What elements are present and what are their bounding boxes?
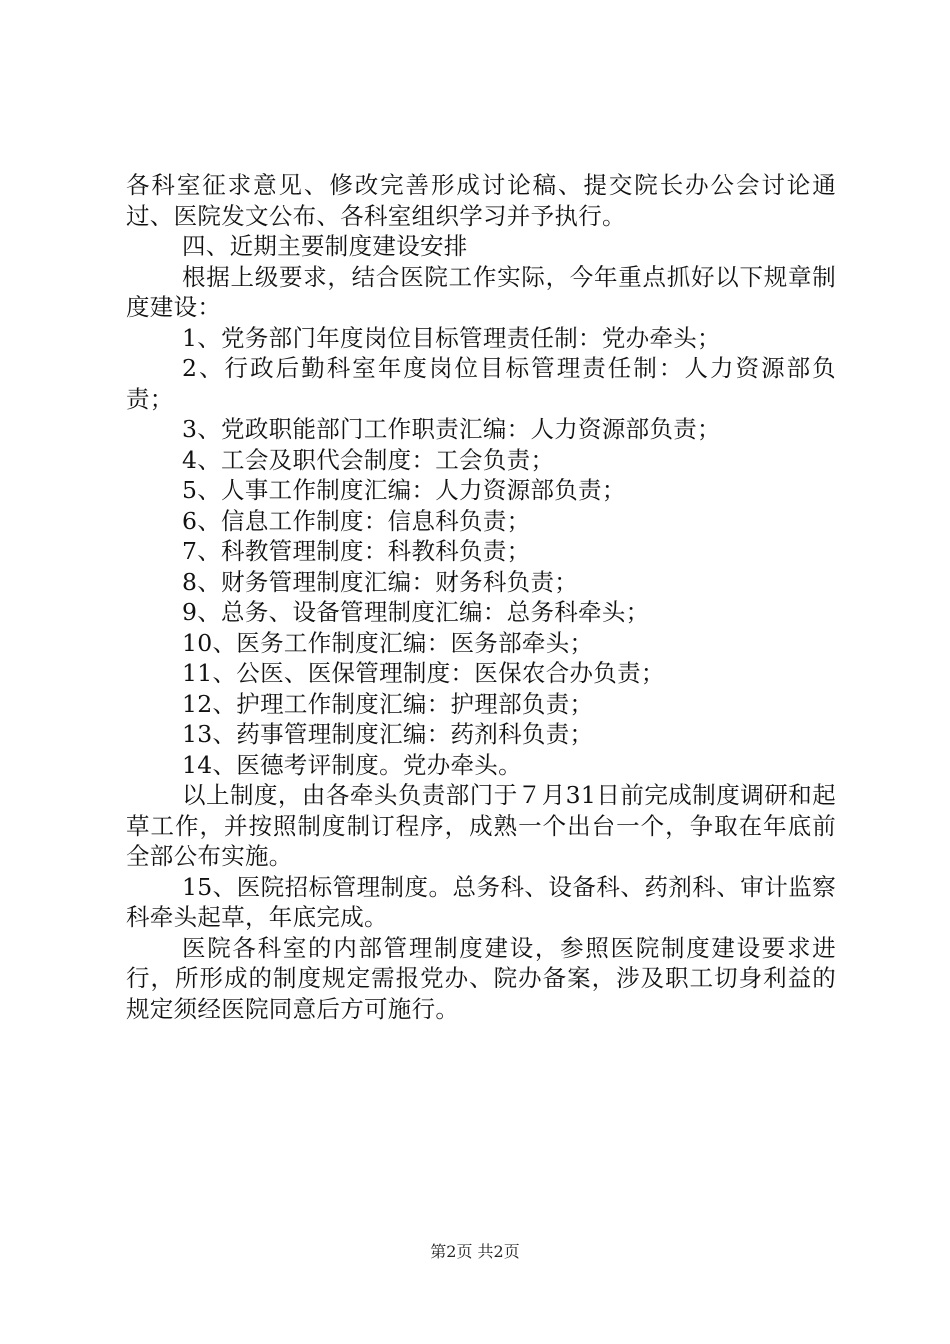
list-item: 7、科教管理制度：科教科负责； bbox=[182, 537, 531, 565]
list-item: 6、信息工作制度：信息科负责； bbox=[182, 506, 531, 535]
list-item: 12、护理工作制度汇编：护理部负责； bbox=[182, 689, 594, 718]
page-footer bbox=[0, 1242, 950, 1262]
list-item: 2、行政后勤科室年度岗位目标管理责任制：人力资源部负责； bbox=[126, 354, 836, 413]
list-item: 5、人事工作制度汇编：人力资源部负责； bbox=[182, 476, 626, 504]
page-number: 第2页 共2页 bbox=[430, 1242, 520, 1261]
list-item: 1、党务部门年度岗位目标管理责任制：党办牵头； bbox=[182, 323, 721, 352]
lead-paragraph: 根据上级要求，结合医院工作实际，今年重点抓好以下规章制度建设： bbox=[126, 262, 836, 321]
list-item: 13、药事管理制度汇编：药剂科负责； bbox=[182, 720, 594, 748]
list-item: 9、总务、设备管理制度汇编：总务科牵头； bbox=[182, 598, 650, 626]
document-body bbox=[126, 170, 836, 1024]
intro-paragraph: 各科室征求意见、修改完善形成讨论稿、提交院长办公会讨论通过、医院发文公布、各科室组织学习并予执行。 bbox=[126, 171, 836, 230]
list-item: 14、医德考评制度。党办牵头。 bbox=[182, 750, 522, 779]
list-item: 3、党政职能部门工作职责汇编：人力资源部负责； bbox=[182, 415, 721, 443]
list-item: 11、公医、医保管理制度：医保农合办负责； bbox=[182, 659, 665, 687]
system-list bbox=[126, 323, 836, 781]
item-15-paragraph: 15、医院招标管理制度。总务科、设备科、药剂科、审计监察科牵头起草，年底完成。 bbox=[126, 872, 836, 931]
section-heading: 四、近期主要制度建设安排 bbox=[182, 232, 468, 260]
deadline-paragraph: 以上制度，由各牵头负责部门于７月31日前完成制度调研和起草工作，并按照制度制订程序，成熟一个出台一个，争取在年底前全部公布实施。 bbox=[126, 781, 836, 870]
closing-paragraph: 医院各科室的内部管理制度建设，参照医院制度建设要求进行，所形成的制度规定需报党办、院办备案，涉及职工切身利益的规定须经医院同意后方可施行。 bbox=[126, 933, 836, 1023]
list-item: 4、工会及职代会制度：工会负责； bbox=[182, 445, 555, 474]
list-item: 10、医务工作制度汇编：医务部牵头； bbox=[182, 628, 594, 657]
list-item: 8、财务管理制度汇编：财务科负责； bbox=[182, 567, 579, 596]
